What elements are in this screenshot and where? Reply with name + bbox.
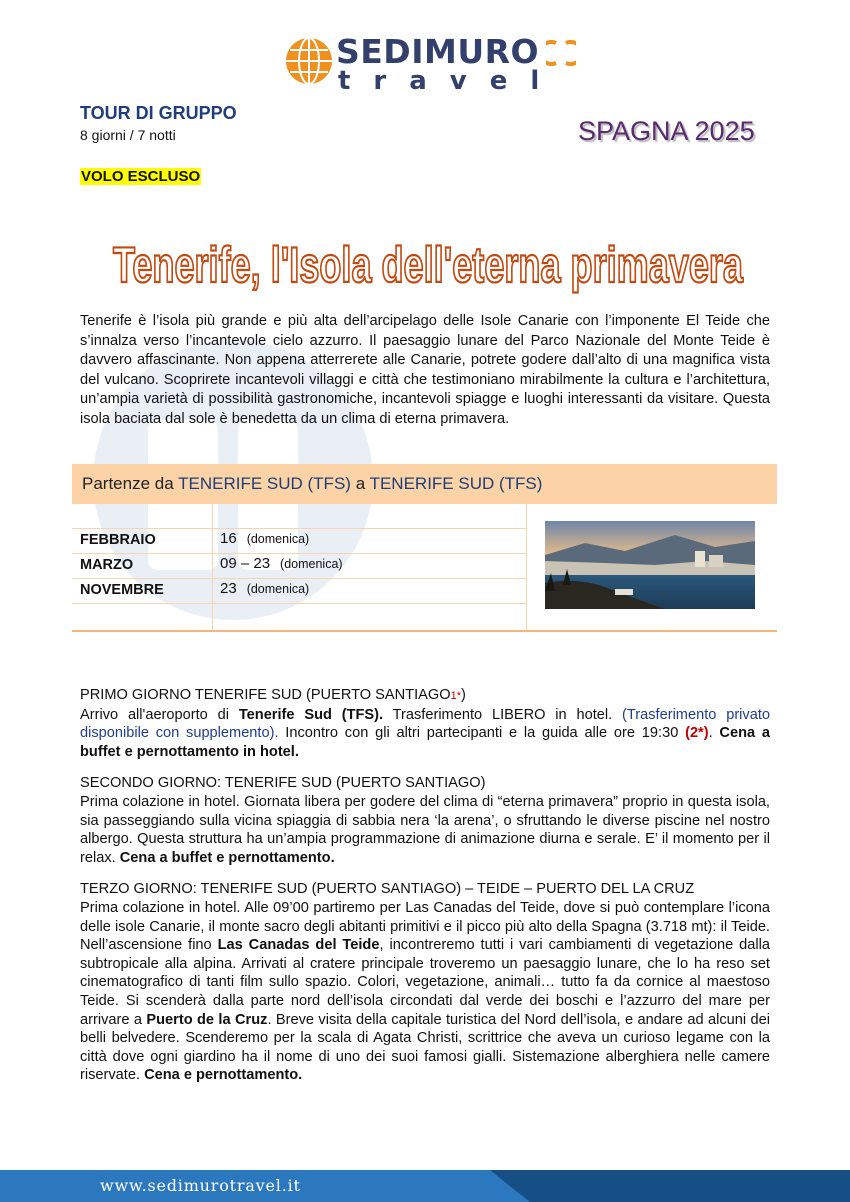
departures-prefix: Partenze da: [82, 474, 174, 493]
day-title: SECONDO GIORNO: TENERIFE SUD (PUERTO SANTIAGO): [80, 775, 486, 792]
text-run: , incontreremo tutti i vari cambiamenti di vegetazione dalla subtropicale alla alpina. Arrivati al cratere principale troveremo un paesaggio lunare, che lo ha reso set cinematografico di tanti film sullo spazio. Colori, vegetazione, animali… tutto fa da cornice al maestoso Teide. Si scenderà dalla parte nord dell’isola circondati dal verde dei boschi e l’azzurro del mare per arrivare a: [80, 937, 770, 1028]
departure-dates-table: [72, 504, 777, 632]
table-divider: [526, 504, 527, 630]
globe-icon: [284, 36, 334, 86]
day-description: [80, 793, 770, 867]
footnote-mark: 1*: [450, 690, 461, 702]
table-rule: [72, 553, 526, 554]
text-run: Incontro con gli altri partecipanti e la guida alle ore 19:30: [278, 725, 686, 742]
text-run: Prima colazione in hotel. Giornata libera per godere del clima di “eterna primavera” proprio in questa isola, sia passeggiando sulla vicina spiaggia di sabbia nera ‘la arena’, o sfruttando le diverse piscine nel nostro albergo. Questa struttura ha un’ampia programmazione di animazione diurna e serale. E’ il momento per il relax.: [80, 793, 770, 866]
day-cell: [220, 580, 309, 597]
supplement-note: (Trasferimento privato disponibile con supplemento).: [80, 706, 771, 742]
bold-run: Cena a buffet e pernottamento.: [119, 849, 335, 866]
day-title-text: PRIMO GIORNO TENERIFE SUD (PUERTO SANTIAGO: [80, 687, 451, 703]
footnote-ref: (2*): [685, 725, 709, 742]
text-run: Arrivo all'aeroporto di: [80, 706, 239, 723]
departures-to: TENERIFE SUD (TFS): [369, 474, 543, 493]
departures-from: TENERIFE SUD (TFS): [178, 474, 351, 493]
text-run: .: [708, 725, 720, 742]
month-cell: MARZO: [80, 557, 134, 573]
website-link[interactable]: www.sedimurotravel.it: [100, 1176, 301, 1195]
day-1: [80, 686, 770, 761]
bold-run: Tenerife Sud (TFS).: [238, 706, 384, 723]
headline-text: Tenerife, l'Isola dell'eterna primavera: [113, 237, 744, 293]
table-divider: [212, 504, 213, 630]
text-run: Prima colazione in hotel. Alle 09’00 partiremo per Las Canadas del Teide, dove si può contemplare l’icona delle isole Canarie, il monte sacro degli abitanti primitivi e il picco più alto della Spagna (3.718 mt): il Teide. Nell’ascensione fino: [80, 899, 770, 954]
day-title: TERZO GIORNO: TENERIFE SUD (PUERTO SANTIAGO) – TEIDE – PUERTO DEL LA CRUZ: [80, 881, 695, 898]
weekday-value: (domenica): [246, 582, 310, 596]
bold-run: Cena a buffet e pernottamento in hotel.: [80, 725, 770, 760]
text-run: Trasferimento LIBERO in hotel.: [383, 706, 623, 723]
departures-title: [82, 474, 542, 494]
tenerife-coast-photo: [545, 521, 755, 609]
flight-note: VOLO ESCLUSO: [81, 168, 201, 185]
text-run: . Breve visita della capitale turistica del Nord dell’isola, e andare ad alcuni dei belli belvedere. Scenderemo per la scala di Agata Christi, scrittrice che aveva un curioso legame con la città dove ogni giardino ha il nome di uno dei suoi famosi gialli. Sistemazione alberghiera nelle camere riservate.: [80, 1011, 770, 1084]
brand-ring-icon: [546, 40, 576, 66]
bold-run: Cena e pernottamento.: [144, 1067, 303, 1084]
day-value: 23: [220, 580, 237, 597]
brand-sub: travel: [338, 66, 563, 96]
tour-duration: 8 giorni / 7 notti: [80, 127, 176, 143]
country-title: SPAGNA 2025: [578, 116, 755, 146]
weekday-value: (domenica): [246, 532, 310, 546]
bold-run: Las Canadas del Teide: [217, 937, 380, 954]
day-cell: [220, 555, 343, 572]
intro-paragraph: Tenerife è l’isola più grande e più alta dell’arcipelago delle Isole Canarie con l’imponente El Teide che s’innalza verso l’incantevole cielo azzurro. Il paesaggio lunare del Parco Nazionale del Monte Teide è davvero affascinante. Non appena atterrerete alle Canarie, potrete godere dall’alto di una magnifica vista del vulcano. Scoprirete incantevoli villaggi e città che testimoniano mirabilmente la cultura e l’architettura, un’ampia varietà di possibilità gastronomiche, incantevoli spiagge e luoghi interessanti da visitare. Questa isola baciata dal sole è benedetta da un clima di eterna primavera.: [80, 313, 770, 427]
departures-connector: a: [355, 474, 366, 493]
departures-header: [72, 464, 777, 504]
weekday-value: (domenica): [280, 557, 343, 571]
brand-logo: [284, 32, 584, 96]
day-value: 09 – 23: [220, 555, 271, 572]
month-cell: FEBBRAIO: [80, 532, 156, 548]
brand-name: SEDIMURO: [336, 32, 540, 71]
headline: [108, 236, 748, 306]
day-title: [80, 686, 770, 706]
day-value: 16: [220, 530, 237, 547]
day-title-close: ): [460, 687, 466, 703]
table-rule: [72, 603, 526, 604]
table-rule: [72, 578, 526, 579]
table-rule: [72, 528, 526, 529]
tour-type: TOUR DI GRUPPO: [80, 103, 237, 123]
day-2: [80, 774, 770, 867]
day-description: [80, 706, 770, 762]
itinerary: [80, 686, 770, 1098]
day-description: [80, 899, 770, 1085]
bold-run: Puerto de la Cruz: [146, 1011, 268, 1028]
footer-bar: [0, 1170, 850, 1202]
day-cell: [220, 530, 309, 547]
month-cell: NOVEMBRE: [80, 582, 164, 598]
day-3: [80, 880, 770, 1085]
